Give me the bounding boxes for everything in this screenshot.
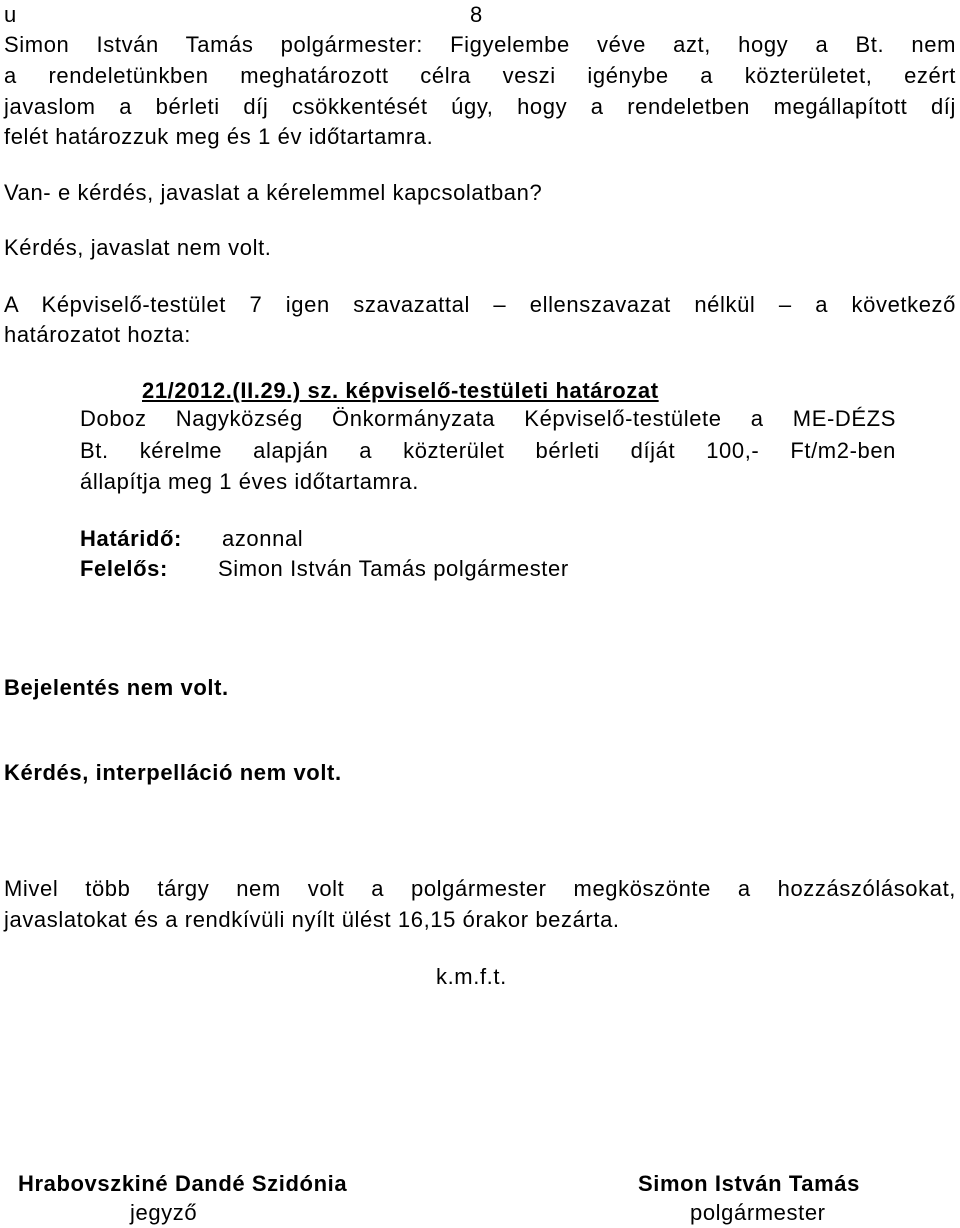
resolution-title: 21/2012.(II.29.) sz. képviselő-testületi határozat xyxy=(142,378,659,403)
signature-left-name: Hrabovszkiné Dandé Szidónia xyxy=(18,1171,348,1196)
announcements-text: Bejelentés nem volt. xyxy=(4,675,229,700)
deadline-label: Határidő: xyxy=(80,526,182,551)
no-question-text: Kérdés, javaslat nem volt. xyxy=(4,235,272,260)
resolution-line-3: állapítja meg 1 éves időtartamra. xyxy=(80,469,419,494)
intro-line-2: a rendeletünkben meghatározott célra veszi igénybe a közterületet, ezért xyxy=(4,63,956,88)
signature-right-title: polgármester xyxy=(690,1200,826,1225)
question-text: Van- e kérdés, javaslat a kérelemmel kapcsolatban? xyxy=(4,180,543,205)
responsible-label: Felelős: xyxy=(80,556,168,581)
intro-line-4: felét határozzuk meg és 1 év időtartamra. xyxy=(4,124,434,149)
closing-line-1: Mivel több tárgy nem volt a polgármester megköszönte a hozzászólásokat, xyxy=(4,876,956,901)
resolution-line-1: Doboz Nagyközség Önkormányzata Képviselő-testülete a ME-DÉZS xyxy=(80,406,896,431)
vote-line-1: A Képviselő-testület 7 igen szavazattal – ellenszavazat nélkül – a következő xyxy=(4,292,956,317)
signature-left-title: jegyző xyxy=(130,1200,198,1225)
resolution-line-2: Bt. kérelme alapján a közterület bérleti díját 100,- Ft/m2-ben xyxy=(80,438,896,463)
signature-right-name: Simon István Tamás xyxy=(638,1171,860,1196)
closing-line-2: javaslatokat és a rendkívüli nyílt ülést 16,15 órakor bezárta. xyxy=(4,907,620,932)
responsible-value: Simon István Tamás polgármester xyxy=(218,556,569,581)
intro-line-1: Simon István Tamás polgármester: Figyelembe véve azt, hogy a Bt. nem xyxy=(4,32,956,57)
vote-line-2: határozatot hozta: xyxy=(4,322,191,347)
intro-line-3: javaslom a bérleti díj csökkentését úgy, hogy a rendeletben megállapított díj xyxy=(4,94,956,119)
deadline-value: azonnal xyxy=(222,526,304,551)
corner-mark: u xyxy=(4,2,17,27)
page-number: 8 xyxy=(470,2,483,27)
interpellation-text: Kérdés, interpelláció nem volt. xyxy=(4,760,342,785)
kmft-text: k.m.f.t. xyxy=(436,964,507,989)
